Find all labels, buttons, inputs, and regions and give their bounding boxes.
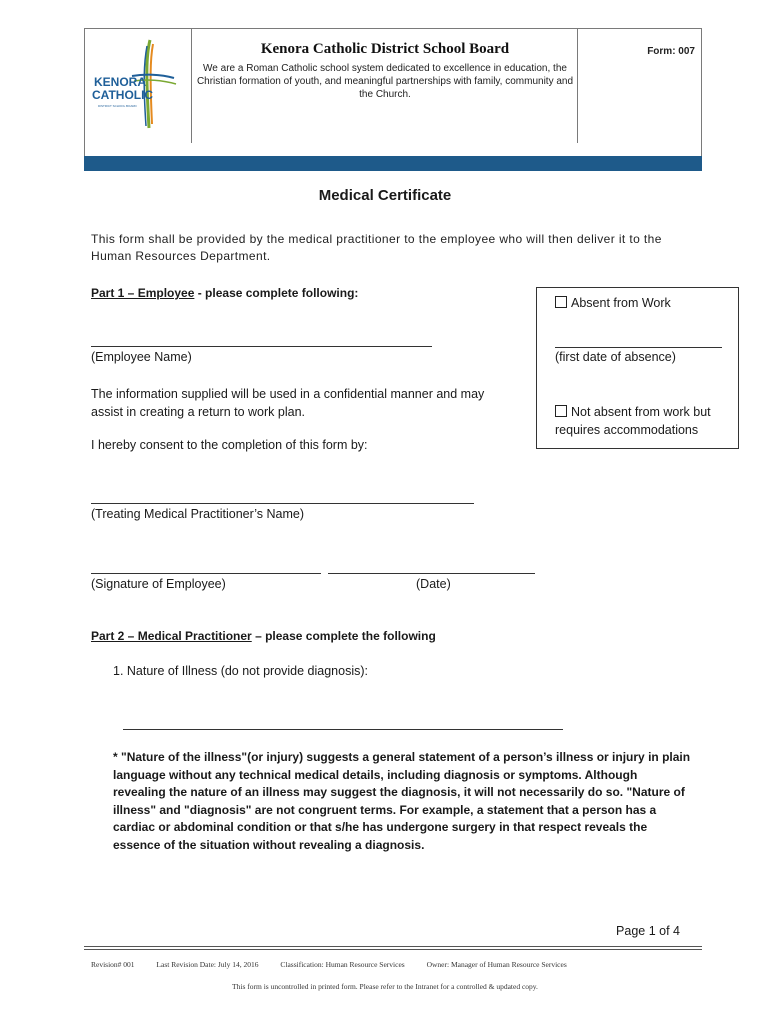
employee-name-label: (Employee Name): [91, 350, 192, 364]
nature-of-illness-note: * "Nature of the illness"(or injury) suggests a general statement of a person’s illness or injury in plain language without any technical medical details, including diagnosis or symptoms. Although revealing the nature of an illness may suggest the diagnosis, it will not necessarily do so. "Nature of illness" and "diagnosis" are not congruent terms. For example, a statement that a person has a cardiac or abdominal condition or that s/he has undergone surgery in that respect reveals the essence of the situation without revealing a diagnosis.: [113, 750, 691, 852]
footer-meta: [91, 960, 701, 969]
footer-rule: [84, 946, 702, 947]
nature-of-illness-item: 1. Nature of Illness (do not provide diagnosis):: [113, 664, 368, 678]
part1-heading: [91, 286, 358, 300]
logo-line2: CATHOLIC: [92, 88, 154, 102]
cross-logo-icon: [92, 36, 182, 132]
part1-heading-rest: - please complete following:: [194, 286, 359, 300]
date-label: (Date): [416, 577, 451, 591]
not-absent-option[interactable]: [555, 403, 735, 439]
confidential-info-text: The information supplied will be used in a confidential manner and may assist in creating a return to work plan.: [91, 387, 485, 419]
footer-revision: Revision# 001: [91, 960, 135, 969]
footer-rule: [84, 949, 702, 950]
nature-of-illness-field[interactable]: [123, 729, 563, 730]
footer-classification: Classification: Human Resource Services: [280, 960, 405, 969]
board-title: Kenora Catholic District School Board: [260, 41, 510, 57]
first-date-absence-field[interactable]: [555, 347, 722, 348]
footer-last-revision: Last Revision Date: July 14, 2016: [156, 960, 259, 969]
part1-heading-label: Part 1 – Employee: [91, 286, 195, 300]
practitioner-name-field[interactable]: [91, 503, 474, 504]
logo-line1: KENORA: [94, 75, 147, 89]
header-band: [84, 156, 702, 171]
header-strip: [84, 143, 702, 157]
part2-heading-label: Part 2 – Medical Practitioner: [91, 629, 252, 643]
not-absent-checkbox[interactable]: [555, 405, 567, 417]
footer-disclaimer: This form is uncontrolled in printed form. Please refer to the Intranet for a controlled & updated copy.: [232, 982, 538, 991]
footer-owner: Owner: Manager of Human Resource Services: [426, 960, 567, 969]
employee-signature-field[interactable]: [91, 573, 321, 574]
employee-name-field[interactable]: [91, 346, 432, 347]
part2-heading-rest: – please complete the following: [251, 629, 436, 643]
mission-statement: We are a Roman Catholic school system dedicated to excellence in education, the Christian formation of youth, and meaningful partnerships with family, community and the Church.: [196, 63, 574, 100]
part2-heading: [91, 629, 436, 643]
absent-label: Absent from Work: [571, 296, 671, 310]
first-date-absence-label: (first date of absence): [555, 350, 676, 364]
consent-text: I hereby consent to the completion of this form by:: [91, 438, 368, 452]
absent-option[interactable]: [555, 296, 671, 310]
not-absent-label: Not absent from work but requires accommodations: [555, 405, 711, 437]
logo-line3: DISTRICT SCHOOL BOARD: [98, 104, 137, 108]
practitioner-name-label: (Treating Medical Practitioner’s Name): [91, 507, 305, 521]
document-title: Medical Certificate: [318, 187, 452, 204]
signature-label: (Signature of Employee): [91, 577, 226, 591]
intro-text: This form shall be provided by the medical practitioner to the employee who will then deliver it to the Human Resources Department.: [91, 232, 662, 263]
page-number: Page 1 of 4: [616, 924, 680, 938]
form-number: Form: 007: [647, 46, 695, 57]
date-field[interactable]: [328, 573, 535, 574]
absent-checkbox[interactable]: [555, 296, 567, 308]
